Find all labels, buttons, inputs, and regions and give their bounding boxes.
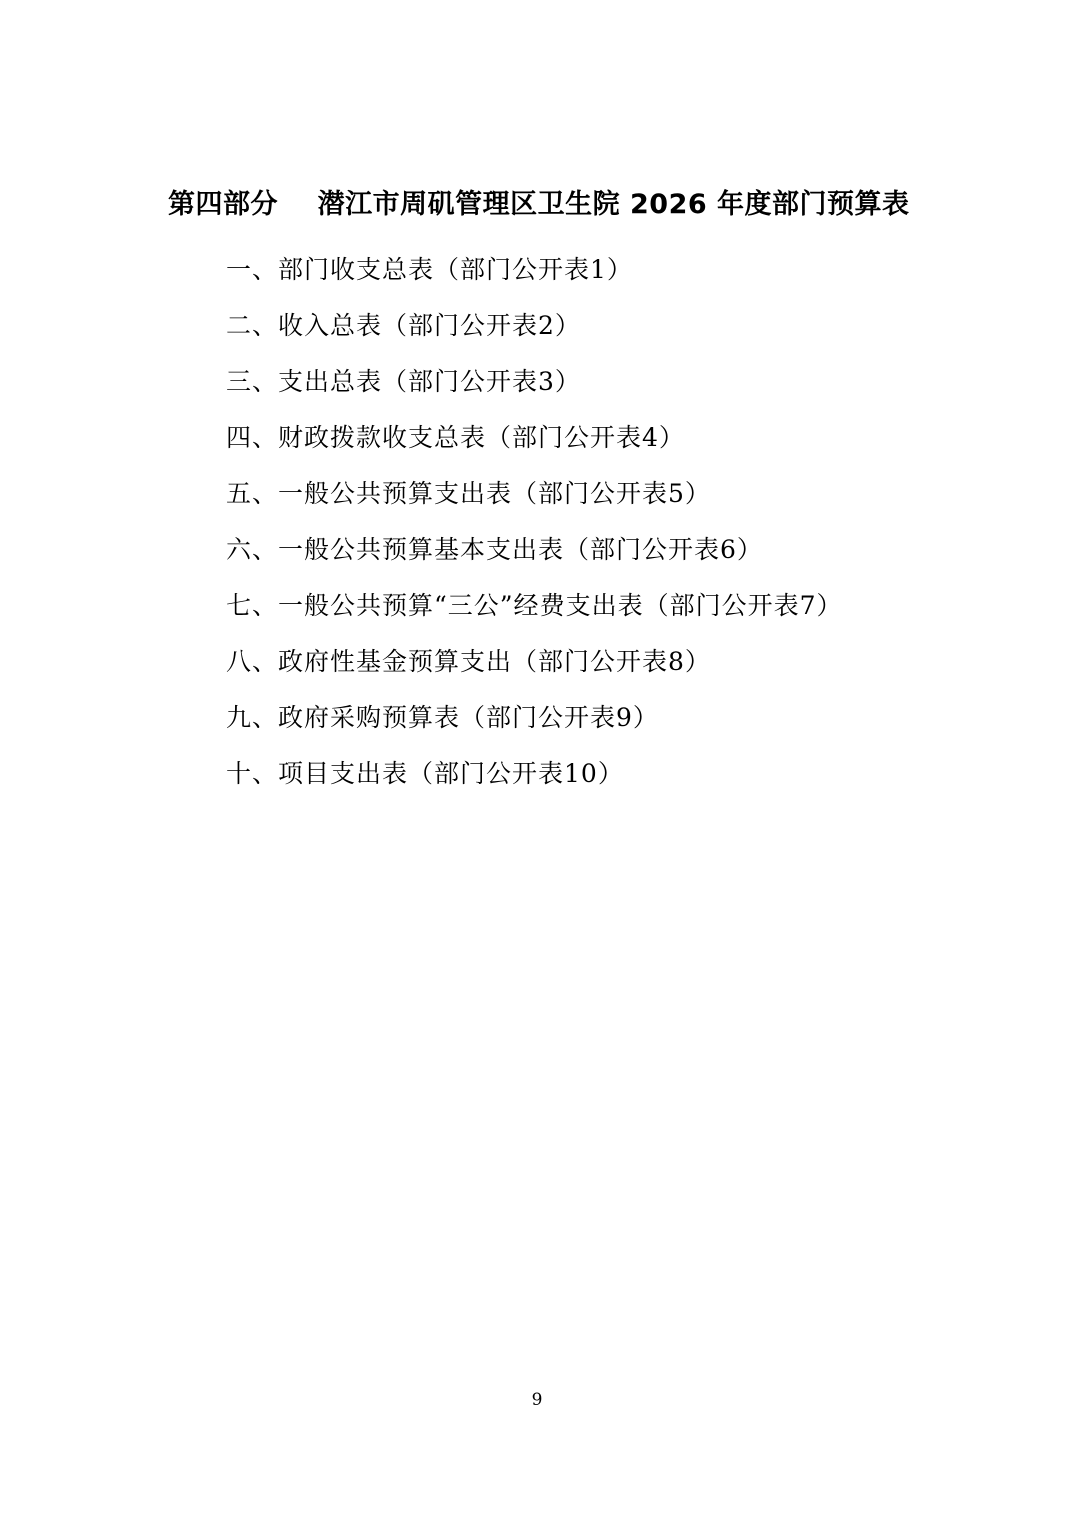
page-title: 第四部分 潜江市周矶管理区卫生院 2026 年度部门预算表 [168, 189, 910, 220]
list-item: 四、财政拨款收支总表（部门公开表4） [226, 422, 685, 452]
table-of-contents [120, 242, 954, 802]
page-number: 9 [531, 1390, 543, 1410]
list-item: 十、项目支出表（部门公开表10） [226, 758, 624, 788]
list-item: 三、支出总表（部门公开表3） [226, 366, 581, 396]
list-item: 七、一般公共预算“三公”经费支出表（部门公开表7） [226, 590, 843, 620]
list-item: 八、政府性基金预算支出（部门公开表8） [226, 646, 711, 676]
list-item: 六、一般公共预算基本支出表（部门公开表6） [226, 534, 763, 564]
list-item: 二、收入总表（部门公开表2） [226, 310, 581, 340]
list-item: 一、部门收支总表（部门公开表1） [226, 254, 633, 284]
list-item: 五、一般公共预算支出表（部门公开表5） [226, 478, 711, 508]
list-item: 九、政府采购预算表（部门公开表9） [226, 702, 659, 732]
